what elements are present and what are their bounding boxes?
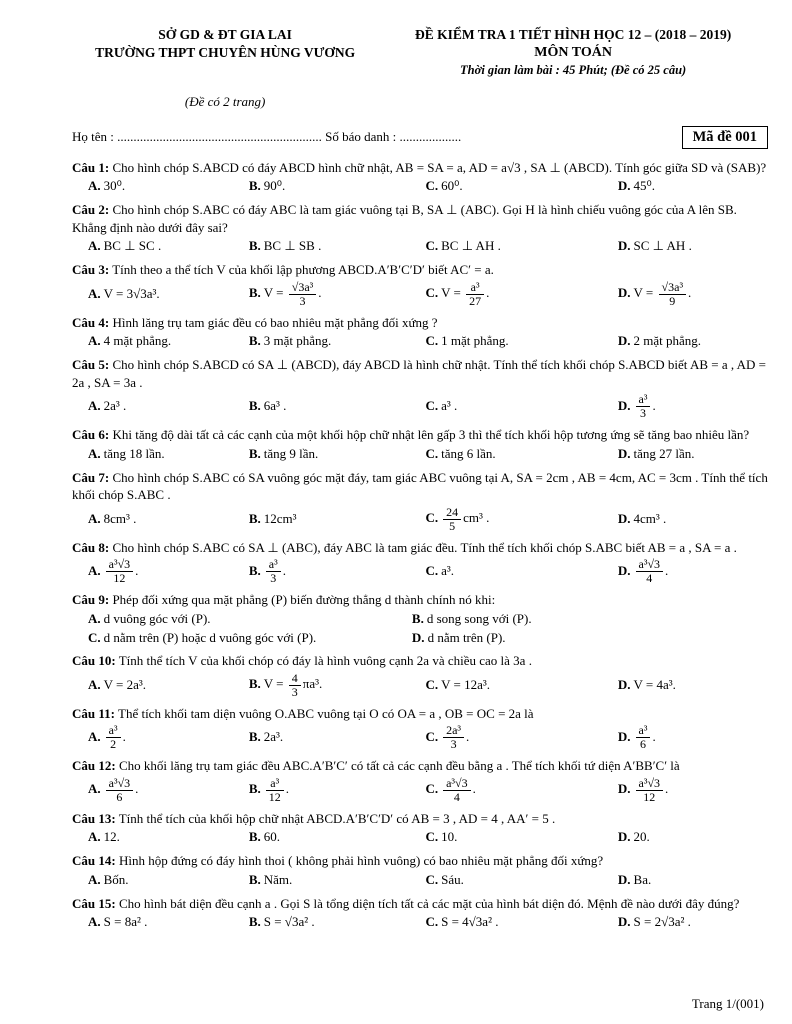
question-body	[72, 356, 768, 391]
question-block	[72, 314, 768, 350]
option-text: BC ⊥ SC .	[103, 238, 162, 254]
options-row	[72, 611, 768, 647]
option-letter: C.	[425, 238, 439, 254]
options-row	[72, 393, 768, 420]
option-letter: A.	[88, 728, 101, 744]
question-label: Câu 4:	[72, 314, 110, 330]
question-text: Tính thể tích V của khối chóp có đáy là hình vuông cạnh 2a và chiều cao là 3a .	[118, 653, 532, 669]
option-text: 12cm³	[263, 510, 297, 526]
answer-option	[618, 511, 768, 528]
question-label: Câu 9:	[72, 592, 110, 608]
answer-option	[618, 914, 768, 931]
question-block	[72, 539, 768, 585]
answer-option	[412, 611, 768, 628]
question-text: Cho hình chóp S.ABC có SA vuông góc mặt đáy, tam giác ABC vuông tại A, SA = 2cm , AB = 4cm, AC = 3cm . Tính thể tích khối chóp S.ABC .	[72, 469, 768, 503]
option-text: Ba.	[633, 871, 652, 887]
option-text: $\frac{\text{2a³}}{3}$ .	[441, 729, 469, 744]
question-text: Phép đối xứng qua mặt phẳng (P) biến đường thẳng d thành chính nó khi:	[112, 592, 496, 608]
option-text: tăng 9 lần.	[263, 445, 319, 461]
question-text: Cho khối lăng trụ tam giác đều ABC.A′B′C′ có tất cả các cạnh đều bằng a . Thể tích khối tứ diện A′BB′C′ là	[118, 758, 680, 774]
fraction: $\frac{\text{√3a³}}{3}$	[289, 281, 317, 308]
answer-option	[88, 630, 406, 647]
options-row	[72, 178, 768, 195]
answer-option	[425, 281, 611, 308]
answer-option	[412, 630, 768, 647]
option-letter: B.	[248, 562, 261, 578]
option-text: Năm.	[263, 871, 293, 887]
question-body	[72, 314, 768, 332]
option-letter: D.	[617, 178, 631, 194]
option-letter: A.	[88, 610, 101, 626]
options-row	[72, 724, 768, 751]
answer-option	[618, 281, 768, 308]
answer-option	[88, 677, 243, 694]
option-text: SC ⊥ AH .	[633, 238, 692, 254]
option-text: 60⁰.	[441, 178, 463, 194]
option-text: d song song với (P).	[426, 610, 532, 626]
answer-option	[425, 506, 611, 533]
option-text: 45⁰.	[633, 178, 655, 194]
options-row	[72, 281, 768, 308]
question-body	[72, 591, 768, 609]
answer-option	[88, 333, 243, 350]
option-text: tăng 6 lần.	[441, 445, 496, 461]
answer-option	[249, 558, 420, 585]
option-text: $\frac{\text{a³}}{2}$ .	[104, 729, 126, 744]
answer-option	[88, 914, 243, 931]
question-body	[72, 539, 768, 557]
questions	[72, 159, 768, 937]
question-label: Câu 8:	[72, 539, 110, 555]
option-letter: B.	[248, 510, 261, 526]
option-text: a³.	[441, 563, 455, 579]
option-letter: B.	[248, 829, 261, 845]
question-body	[72, 852, 768, 870]
option-letter: D.	[617, 829, 631, 845]
question-block	[72, 652, 768, 698]
option-letter: A.	[88, 871, 101, 887]
header-school-block	[72, 26, 378, 80]
answer-option	[425, 677, 611, 694]
option-text: 60.	[263, 829, 280, 845]
option-letter: C.	[425, 829, 439, 845]
fraction: $\frac{\text{a³√3}}{4}$	[636, 558, 664, 585]
question-body	[72, 810, 768, 828]
answer-option	[88, 511, 243, 528]
options-row	[72, 829, 768, 846]
question-text: Khi tăng độ dài tất cả các cạnh của một khối hộp chữ nhật lên gấp 3 thì thể tích khối hộp tương ứng sẽ tăng bao nhiêu lần?	[112, 427, 750, 443]
answer-option	[88, 238, 243, 255]
option-text: S = √3a² .	[263, 914, 315, 930]
option-text: 3 mặt phẳng.	[263, 333, 332, 349]
question-body	[72, 261, 768, 279]
fraction: $\frac{\text{√3a³}}{9}$	[659, 281, 687, 308]
question-body	[72, 426, 768, 444]
answer-option	[249, 872, 420, 889]
option-letter: C.	[88, 629, 101, 645]
option-letter: C.	[425, 914, 439, 930]
exam-duration: Thời gian làm bài : 45 Phút; (Đề có 25 câu)	[460, 63, 687, 78]
option-letter: D.	[617, 510, 631, 526]
question-text: Cho hình chóp S.ABCD có SA ⊥ (ABCD), đáy ABCD là hình chữ nhật. Tính thể tích khối chóp S.ABCD biết AB = a , AD = 2a , SA = 3a .	[72, 357, 766, 390]
answer-option	[88, 446, 243, 463]
options-row	[72, 446, 768, 463]
option-text: $\frac{\text{a³√3}}{4}$ .	[441, 781, 476, 796]
option-text: 4 mặt phẳng.	[103, 333, 172, 349]
fraction: $\frac{\text{a³}}{6}$	[636, 724, 651, 751]
answer-option	[88, 829, 243, 846]
question-block	[72, 895, 768, 931]
fraction: $\frac{\text{a³}}{3}$	[636, 393, 651, 420]
option-text: S = 4√3a² .	[441, 914, 499, 930]
exam-header	[72, 26, 768, 80]
option-text: V = $\frac{\text{√3a³}}{3}$ .	[263, 279, 322, 308]
answer-option	[425, 398, 611, 415]
option-letter: B.	[248, 676, 261, 692]
options-row	[72, 506, 768, 533]
option-text: V = 4a³.	[633, 676, 676, 692]
answer-option	[249, 281, 420, 308]
answer-option	[618, 178, 768, 195]
option-letter: A.	[88, 676, 101, 692]
answer-option	[425, 238, 611, 255]
answer-option	[425, 914, 611, 931]
question-label: Câu 14:	[72, 853, 116, 869]
option-text: V = 3√3a³.	[103, 285, 160, 301]
option-letter: B.	[411, 610, 424, 626]
option-letter: D.	[617, 562, 631, 578]
question-label: Câu 13:	[72, 810, 116, 826]
question-label: Câu 5:	[72, 357, 110, 373]
option-letter: A.	[88, 333, 101, 349]
option-letter: C.	[425, 333, 439, 349]
option-letter: D.	[617, 871, 631, 887]
answer-option	[425, 178, 611, 195]
option-text: tăng 18 lần.	[103, 445, 165, 461]
option-letter: D.	[617, 397, 631, 413]
option-text: d nằm trên (P).	[427, 629, 506, 645]
question-body	[72, 159, 768, 177]
option-text: 4cm³ .	[633, 510, 667, 526]
candidate-info-row	[72, 126, 768, 149]
header-exam-block	[378, 26, 768, 80]
options-row	[72, 914, 768, 931]
options-row	[72, 872, 768, 889]
option-letter: D.	[617, 781, 631, 797]
option-text: $\frac{24}{5}$ cm³ .	[441, 510, 489, 525]
fraction: $\frac{4}{3}$	[289, 672, 301, 699]
department-name: SỞ GD & ĐT GIA LAI	[158, 27, 292, 42]
option-letter: D.	[617, 728, 631, 744]
option-letter: D.	[411, 629, 425, 645]
option-letter: C.	[425, 178, 439, 194]
answer-option	[618, 393, 768, 420]
answer-option	[249, 238, 420, 255]
question-label: Câu 1:	[72, 159, 110, 175]
option-text: $\frac{\text{a³}}{6}$ .	[634, 729, 656, 744]
option-letter: B.	[248, 333, 261, 349]
option-text: a³ .	[441, 398, 458, 414]
fraction: $\frac{24}{5}$	[443, 506, 461, 533]
option-letter: B.	[248, 178, 261, 194]
answer-option	[618, 829, 768, 846]
option-text: 90⁰.	[263, 178, 286, 194]
option-text: 30⁰.	[103, 178, 126, 194]
option-letter: B.	[248, 729, 261, 745]
answer-option	[249, 914, 420, 931]
options-row	[72, 558, 768, 585]
question-label: Câu 2:	[72, 202, 110, 218]
question-label: Câu 3:	[72, 262, 110, 278]
answer-option	[425, 777, 611, 804]
option-text: $\frac{\text{a³√3}}{6}$ .	[104, 781, 139, 796]
option-letter: C.	[425, 781, 439, 797]
option-text: V = 12a³.	[441, 676, 491, 692]
question-body	[72, 201, 768, 236]
question-block	[72, 757, 768, 803]
options-row	[72, 672, 768, 699]
option-text: V = $\frac{4}{3}$ πa³.	[263, 670, 323, 699]
question-label: Câu 7:	[72, 469, 110, 485]
option-letter: C.	[425, 871, 439, 887]
question-label: Câu 6:	[72, 427, 110, 443]
answer-option	[88, 558, 243, 585]
option-letter: D.	[617, 285, 631, 301]
option-letter: C.	[425, 510, 439, 526]
option-letter: A.	[88, 178, 101, 194]
option-text: S = 8a² .	[103, 914, 148, 930]
option-text: 2a³ .	[103, 398, 127, 414]
options-row	[72, 777, 768, 804]
option-letter: B.	[248, 914, 261, 930]
answer-option	[618, 777, 768, 804]
fraction: $\frac{\text{a³√3}}{4}$	[443, 777, 471, 804]
question-block	[72, 591, 768, 646]
option-text: 10.	[441, 829, 458, 845]
answer-option	[249, 446, 420, 463]
option-letter: D.	[617, 914, 631, 930]
option-text: $\frac{\text{a³}}{12}$ .	[264, 781, 289, 796]
question-block	[72, 852, 768, 888]
question-block	[72, 426, 768, 462]
fraction: $\frac{\text{a³}}{27}$	[466, 281, 484, 308]
option-letter: B.	[248, 445, 261, 461]
answer-option	[249, 333, 420, 350]
answer-option	[88, 724, 243, 751]
answer-option	[249, 398, 420, 415]
answer-option	[425, 446, 611, 463]
answer-option	[618, 677, 768, 694]
option-letter: B.	[248, 398, 261, 414]
option-text: 2 mặt phẳng.	[633, 333, 702, 349]
option-letter: B.	[248, 238, 261, 254]
question-text: Cho hình chóp S.ABC có đáy ABC là tam giác vuông tại B, SA ⊥ (ABC). Gọi H là hình chiếu vuông góc của A lên SB. Khẳng định nào dưới đây sai?	[72, 202, 737, 235]
option-letter: A.	[88, 398, 101, 414]
answer-option	[249, 777, 420, 804]
answer-option	[618, 872, 768, 889]
fraction: $\frac{\text{a³√3}}{12}$	[636, 777, 664, 804]
question-block	[72, 261, 768, 307]
option-text: 2a³.	[263, 729, 284, 745]
option-letter: A.	[88, 238, 101, 254]
option-text: $\frac{\text{a³}}{3}$ .	[264, 563, 286, 578]
option-text: V = 2a³.	[103, 676, 147, 692]
answer-option	[618, 724, 768, 751]
fraction: $\frac{\text{a³√3}}{6}$	[106, 777, 134, 804]
question-text: Hình hộp đứng có đáy hình thoi ( không phải hình vuông) có bao nhiêu mặt phẳng đối xứng?	[118, 853, 604, 869]
question-label: Câu 12:	[72, 758, 116, 774]
option-text: $\frac{\text{a³√3}}{4}$ .	[634, 563, 669, 578]
option-letter: A.	[88, 914, 101, 930]
option-text: $\frac{\text{a³√3}}{12}$ .	[104, 563, 139, 578]
option-text: tăng 27 lần.	[633, 445, 695, 461]
option-letter: A.	[88, 829, 101, 845]
school-name: TRƯỜNG THPT CHUYÊN HÙNG VƯƠNG	[95, 45, 356, 61]
answer-option	[425, 872, 611, 889]
option-letter: D.	[617, 238, 631, 254]
option-text: d vuông góc với (P).	[103, 610, 211, 626]
question-block	[72, 705, 768, 751]
option-text: V = $\frac{\text{√3a³}}{9}$ .	[633, 279, 692, 308]
question-body	[72, 895, 768, 913]
fraction: $\frac{\text{a³√3}}{12}$	[106, 558, 134, 585]
question-body	[72, 757, 768, 775]
question-block	[72, 810, 768, 846]
option-letter: C.	[425, 285, 439, 301]
option-text: 8cm³ .	[103, 510, 137, 526]
fraction: $\frac{\text{a³}}{12}$	[266, 777, 284, 804]
answer-option	[88, 872, 243, 889]
answer-option	[249, 829, 420, 846]
question-text: Cho hình chóp S.ABC có SA ⊥ (ABC), đáy ABC là tam giác đều. Tính thể tích khối chóp S.ABC biết AB = a , SA = a .	[112, 539, 737, 555]
answer-option	[249, 178, 420, 195]
option-letter: D.	[617, 445, 631, 461]
question-label: Câu 10:	[72, 653, 116, 669]
option-letter: D.	[617, 333, 631, 349]
option-letter: A.	[88, 445, 101, 461]
exam-subject: MÔN TOÁN	[534, 45, 612, 61]
question-text: Cho hình bát diện đều cạnh a . Gọi S là tổng diện tích tất cả các mặt của hình bát diện đó. Mệnh đề nào dưới đây đúng?	[118, 895, 740, 911]
answer-option	[425, 563, 611, 580]
option-text: $\frac{\text{a³√3}}{12}$ .	[634, 781, 669, 796]
answer-option	[618, 446, 768, 463]
question-body	[72, 705, 768, 723]
option-text: Sáu.	[441, 871, 464, 887]
option-letter: C.	[425, 398, 439, 414]
option-letter: A.	[88, 285, 101, 301]
option-text: 12.	[103, 829, 120, 845]
question-text: Thể tích khối tam diện vuông O.ABC vuông tại O có OA = a , OB = OC = 2a là	[118, 705, 534, 721]
question-body	[72, 469, 768, 504]
option-letter: B.	[248, 285, 261, 301]
pages-note: (Đề có 2 trang)	[184, 93, 266, 109]
exam-code-box: Mã đề 001	[682, 126, 768, 149]
answer-option	[88, 777, 243, 804]
option-text: Bốn.	[103, 871, 129, 887]
question-block	[72, 469, 768, 533]
question-text: Cho hình chóp S.ABCD có đáy ABCD hình chữ nhật, AB = SA = a, AD = a√3 , SA ⊥ (ABCD). Tính góc giữa SD và (SAB)?	[112, 159, 767, 175]
answer-option	[425, 724, 611, 751]
question-block	[72, 159, 768, 195]
answer-option	[618, 333, 768, 350]
option-letter: C.	[425, 676, 439, 692]
exam-title: ĐỀ KIỂM TRA 1 TIẾT HÌNH HỌC 12 – (2018 – 2019)	[415, 27, 732, 42]
option-letter: A.	[88, 562, 101, 578]
answer-option	[88, 286, 243, 303]
option-text: BC ⊥ SB .	[263, 238, 322, 254]
option-text: BC ⊥ AH .	[441, 238, 501, 254]
answer-option	[249, 511, 420, 528]
question-text: Tính thể tích của khối hộp chữ nhật ABCD.A′B′C′D′ có AB = 3 , AD = 4 , AA′ = 5 .	[118, 810, 556, 826]
question-text: Tính theo a thể tích V của khối lập phương ABCD.A′B′C′D′ biết AC′ = a.	[112, 262, 494, 278]
option-letter: C.	[425, 563, 439, 579]
option-letter: C.	[425, 728, 439, 744]
page-footer: Trang 1/(001)	[691, 996, 764, 1011]
option-letter: D.	[617, 676, 631, 692]
answer-option	[249, 729, 420, 746]
option-text: V = $\frac{\text{a³}}{27}$ .	[441, 279, 490, 308]
answer-option	[618, 238, 768, 255]
question-body	[72, 652, 768, 670]
option-letter: A.	[88, 510, 101, 526]
option-letter: B.	[248, 871, 261, 887]
option-text: 1 mặt phẳng.	[441, 333, 509, 349]
options-row	[72, 333, 768, 350]
answer-option	[249, 672, 420, 699]
option-text: S = 2√3a² .	[633, 914, 691, 930]
option-text: 6a³ .	[263, 398, 287, 414]
option-text: 20.	[633, 829, 650, 845]
name-and-id-line: Họ tên : ............................................................... Số báo danh : ...................	[72, 129, 462, 145]
question-block	[72, 356, 768, 420]
answer-option	[618, 558, 768, 585]
question-block	[72, 201, 768, 255]
answer-option	[88, 178, 243, 195]
answer-option	[425, 829, 611, 846]
answer-option	[88, 611, 406, 628]
question-text: Hình lăng trụ tam giác đều có bao nhiêu mặt phẳng đối xứng ?	[112, 314, 438, 330]
option-letter: A.	[88, 781, 101, 797]
options-row	[72, 238, 768, 255]
option-text: $\frac{\text{a³}}{3}$ .	[634, 398, 656, 413]
answer-option	[88, 398, 243, 415]
fraction: $\frac{\text{2a³}}{3}$	[443, 724, 464, 751]
option-letter: C.	[425, 445, 439, 461]
fraction: $\frac{\text{a³}}{2}$	[106, 724, 121, 751]
option-letter: B.	[248, 781, 261, 797]
answer-option	[425, 333, 611, 350]
fraction: $\frac{\text{a³}}{3}$	[266, 558, 281, 585]
option-text: d nằm trên (P) hoặc d vuông góc với (P).	[103, 629, 317, 645]
question-label: Câu 15:	[72, 895, 116, 911]
question-label: Câu 11:	[72, 705, 115, 721]
